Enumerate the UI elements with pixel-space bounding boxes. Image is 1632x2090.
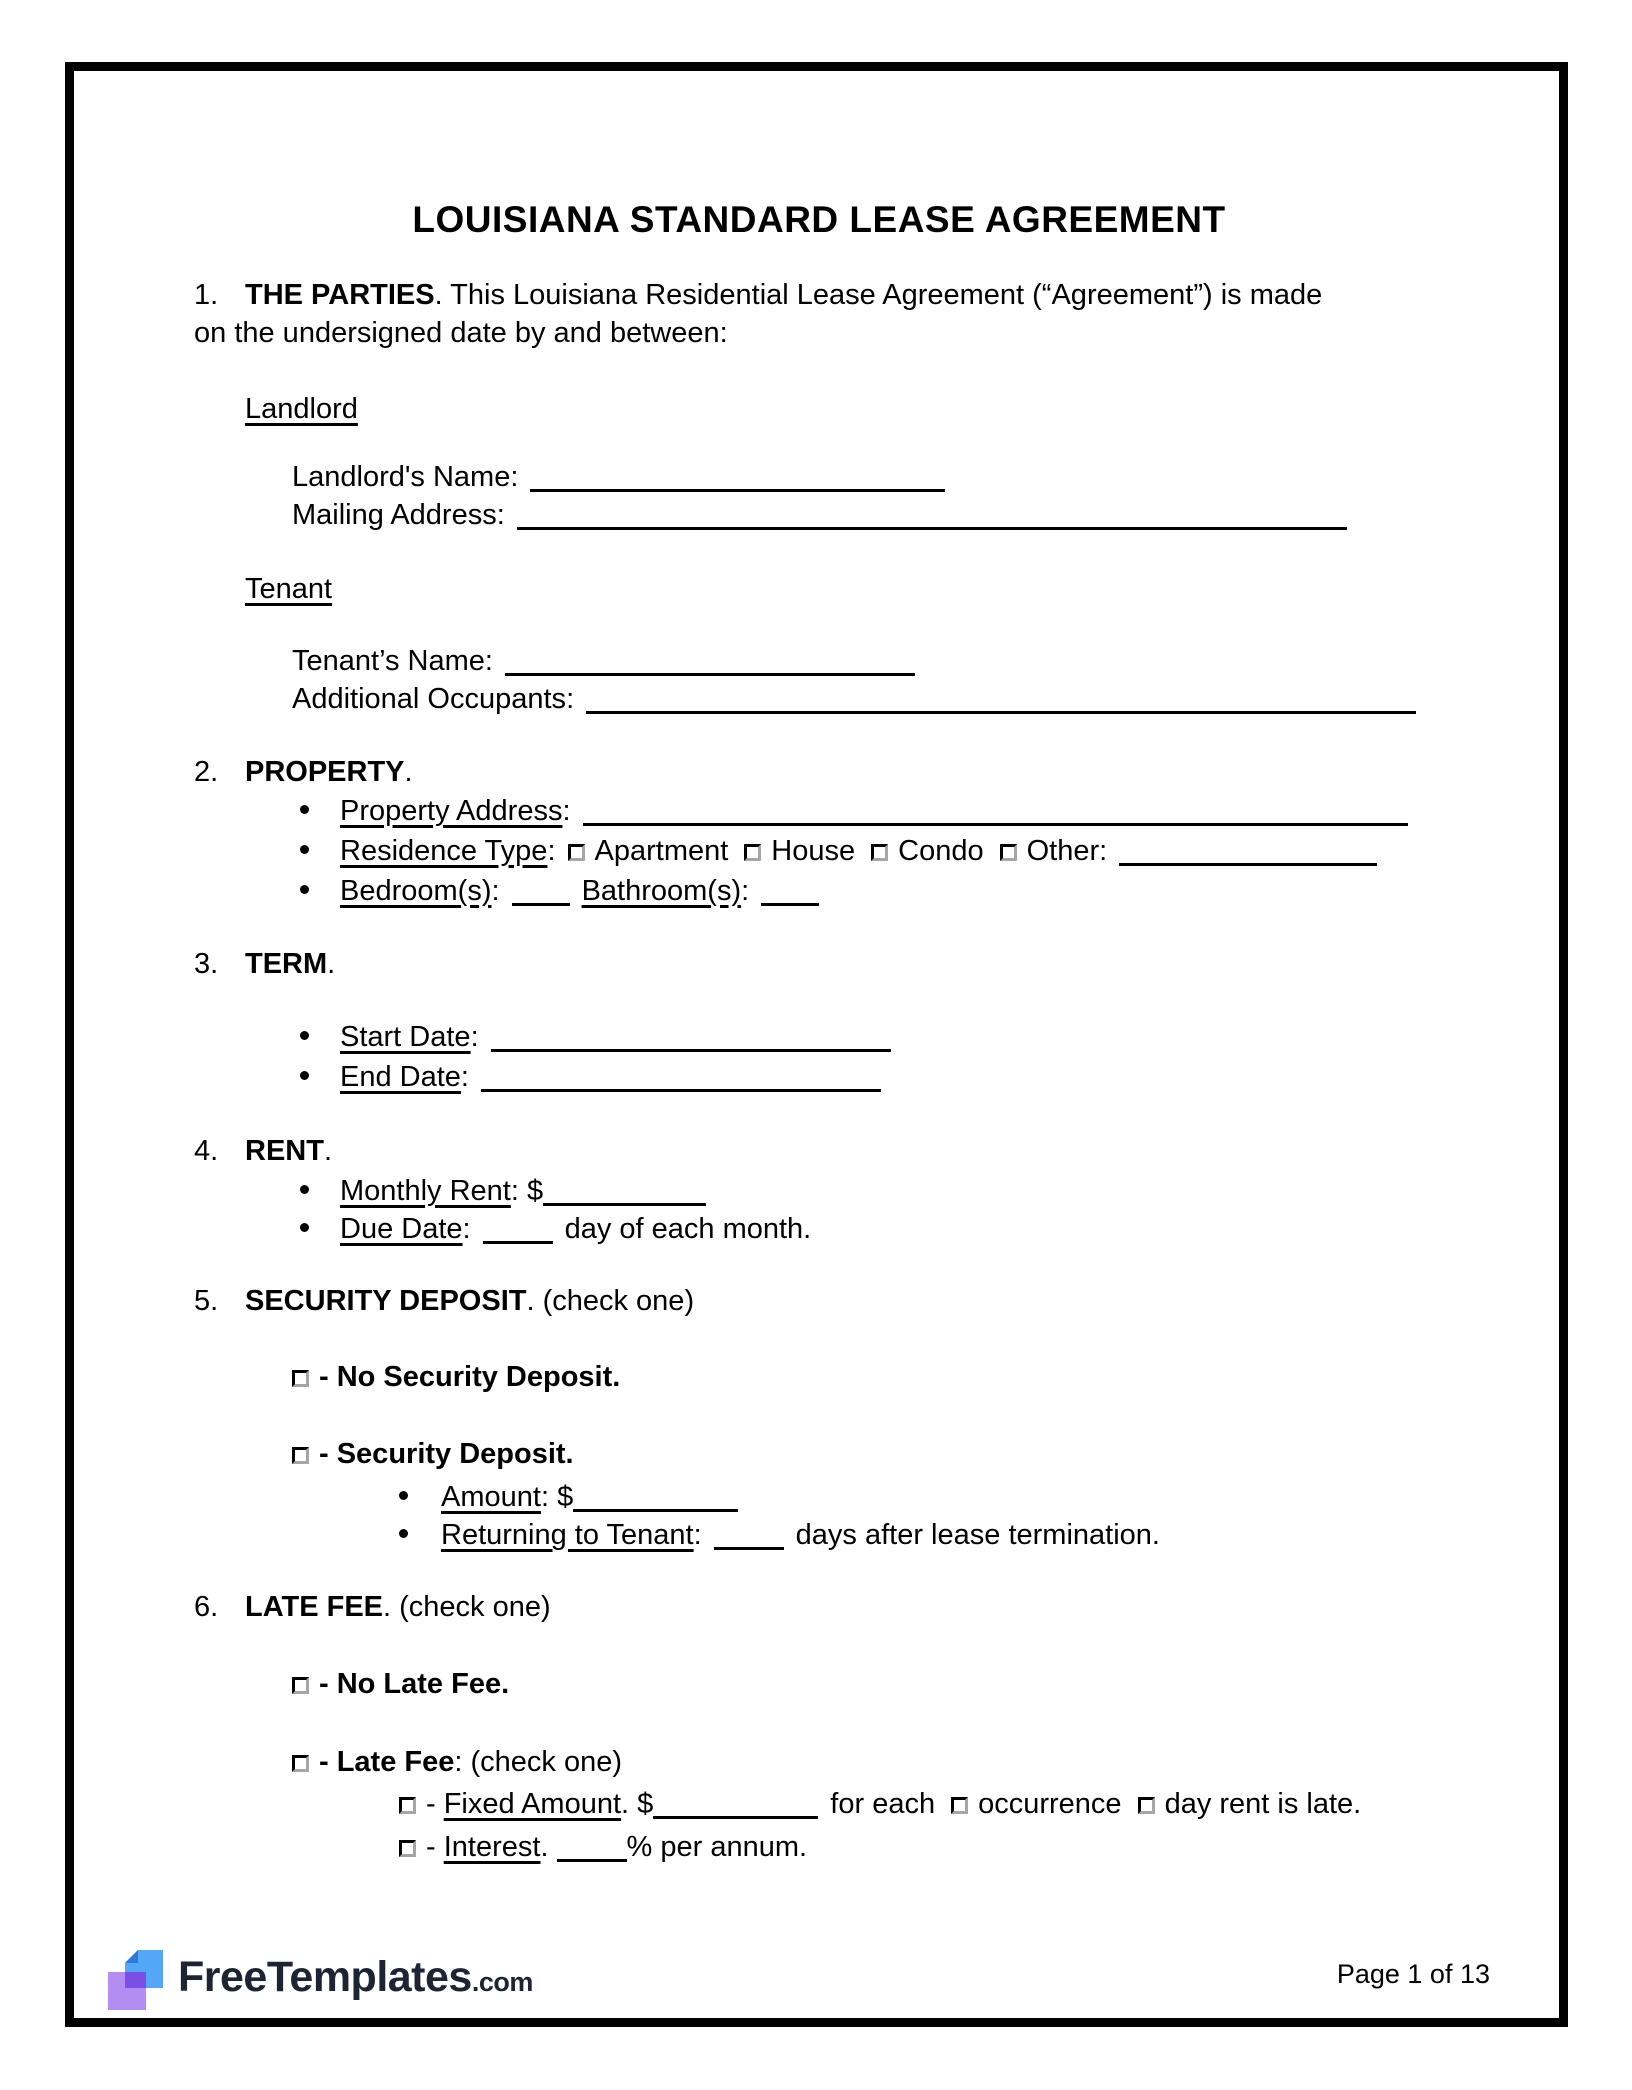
tenant-name-row: [292, 642, 1444, 680]
checkbox-icon-late-fee[interactable]: [292, 1755, 309, 1772]
checkbox-icon-interest[interactable]: [399, 1840, 416, 1857]
page-title: LOUISIANA STANDARD LEASE AGREEMENT: [412, 199, 1226, 240]
start-date-label: Start Date: [340, 1021, 471, 1053]
section-heading: PROPERTY: [245, 756, 405, 788]
residence-option-condo: Condo: [898, 835, 984, 867]
section-number: 3.: [194, 948, 219, 980]
no-security-deposit-option: [292, 1358, 1444, 1396]
section-late-fee-heading: [194, 1588, 1444, 1626]
security-deposit-label: - Security Deposit.: [319, 1438, 574, 1470]
property-address-row: [300, 792, 1444, 830]
occurrence-label: occurrence: [978, 1788, 1122, 1820]
colon: :: [470, 1021, 479, 1053]
period: .: [327, 948, 336, 980]
no-late-fee-label: - No Late Fee.: [319, 1668, 510, 1700]
bathrooms-label: Bathroom(s): [581, 875, 742, 907]
deposit-amount-blank[interactable]: [573, 1505, 738, 1512]
dash: -: [426, 1788, 444, 1820]
brand-name: [178, 1947, 533, 2012]
rooms-row: [300, 872, 1444, 910]
colon-dollar: : $: [510, 1175, 544, 1207]
returning-suffix: days after lease termination.: [795, 1519, 1160, 1551]
section-number: 4.: [194, 1135, 219, 1167]
colon: :: [496, 499, 505, 531]
checkbox-icon-condo[interactable]: [871, 844, 888, 861]
checkbox-icon-no-security-deposit[interactable]: [292, 1370, 309, 1387]
interest-blank[interactable]: [557, 1855, 627, 1862]
bedrooms-label: Bedroom(s): [340, 875, 492, 907]
residence-option-house: House: [771, 835, 856, 867]
end-date-blank[interactable]: [481, 1085, 881, 1092]
due-date-label: Due Date: [340, 1213, 463, 1245]
residence-other-blank[interactable]: [1119, 859, 1377, 866]
bullet-dot: [399, 1491, 408, 1500]
tenant-subheading: [245, 570, 1444, 608]
colon: :: [566, 683, 575, 715]
section-property-heading: [194, 753, 1444, 791]
checkbox-icon-security-deposit[interactable]: [292, 1447, 309, 1464]
monthly-rent-blank[interactable]: [543, 1199, 706, 1206]
brand-name-text: FreeTemplates: [178, 1953, 472, 2001]
checkbox-icon-occurrence[interactable]: [951, 1797, 968, 1814]
page-border-frame: [65, 62, 1568, 2027]
no-late-fee-option: [292, 1665, 1444, 1703]
bullet-dot: [300, 1031, 309, 1040]
additional-occupants-blank[interactable]: [586, 707, 1416, 714]
additional-occupants-row: [292, 680, 1444, 718]
bathrooms-blank[interactable]: [761, 899, 819, 906]
period-dollar: . $: [621, 1788, 654, 1820]
landlord-subheading: [245, 390, 1444, 428]
returning-to-tenant-row: [399, 1516, 1444, 1554]
deposit-amount-row: [399, 1478, 1444, 1516]
colon-dollar: : $: [540, 1481, 574, 1513]
period: .: [540, 1831, 549, 1863]
colon: :: [460, 1061, 469, 1093]
mailing-address-row: [292, 496, 1444, 534]
landlord-name-row: [292, 458, 1444, 496]
security-deposit-option: [292, 1435, 1444, 1473]
late-fee-label: - Late Fee: [319, 1746, 455, 1778]
heading-suffix: . (check one): [526, 1285, 695, 1317]
tenant-name-blank[interactable]: [505, 669, 915, 676]
property-address-label: Property Address: [340, 795, 563, 827]
colon: :: [462, 1213, 471, 1245]
end-date-label: End Date: [340, 1061, 461, 1093]
section-security-deposit-heading: [194, 1282, 1444, 1320]
section-rent-heading: [194, 1132, 1444, 1170]
section-number: 2.: [194, 756, 219, 788]
bullet-dot: [300, 845, 309, 854]
interest-label: Interest: [443, 1831, 541, 1863]
residence-type-row: [300, 832, 1444, 870]
section-heading: THE PARTIES: [245, 279, 435, 311]
checkbox-icon-house[interactable]: [744, 844, 761, 861]
residence-type-label: Residence Type: [340, 835, 548, 867]
period: .: [323, 1135, 333, 1167]
due-date-suffix: day of each month.: [564, 1213, 812, 1245]
bullet-dot: [300, 885, 309, 894]
monthly-rent-label: Monthly Rent: [340, 1175, 511, 1207]
fixed-amount-mid: for each: [830, 1788, 936, 1820]
returning-to-tenant-label: Returning to Tenant: [441, 1519, 694, 1551]
start-date-row: [300, 1018, 1444, 1056]
checkbox-icon-other[interactable]: [1000, 844, 1017, 861]
tenant-subheading-label: Tenant: [245, 573, 333, 605]
checkbox-icon-fixed-amount[interactable]: [399, 1797, 416, 1814]
bullet-dot: [300, 1071, 309, 1080]
section-heading: SECURITY DEPOSIT: [245, 1285, 527, 1317]
brand-tld: .com: [471, 1967, 533, 1997]
interest-suffix: % per annum.: [626, 1831, 808, 1863]
section-term-heading: [194, 945, 1444, 983]
residence-option-apartment: Apartment: [594, 835, 729, 867]
colon: :: [491, 875, 500, 907]
deposit-amount-label: Amount: [441, 1481, 541, 1513]
residence-option-other: Other:: [1026, 835, 1108, 867]
bullet-dot: [399, 1529, 408, 1538]
bullet-dot: [300, 805, 309, 814]
bullet-dot: [300, 1185, 309, 1194]
checkbox-icon-no-late-fee[interactable]: [292, 1677, 309, 1694]
due-date-blank[interactable]: [483, 1237, 553, 1244]
mailing-address-blank[interactable]: [517, 523, 1347, 530]
additional-occupants-label: Additional Occupants: [292, 683, 567, 715]
colon: :: [693, 1519, 702, 1551]
due-date-row: [300, 1210, 1444, 1248]
section-parties-paragraph: [194, 276, 1444, 352]
section-body-line2: on the undersigned date by and between:: [194, 317, 728, 349]
monthly-rent-row: [300, 1172, 1444, 1210]
tenant-name-label: Tenant’s Name: [292, 645, 485, 677]
property-address-blank[interactable]: [583, 819, 1408, 826]
returning-days-blank[interactable]: [714, 1543, 784, 1550]
fixed-amount-label: Fixed Amount: [443, 1788, 622, 1820]
start-date-blank[interactable]: [491, 1045, 891, 1052]
checkbox-icon-apartment[interactable]: [568, 844, 585, 861]
checkbox-icon-day-rent-late[interactable]: [1138, 1797, 1155, 1814]
document-content: [74, 71, 1559, 1866]
no-security-deposit-label: - No Security Deposit.: [319, 1361, 621, 1393]
colon: :: [741, 875, 750, 907]
section-heading: RENT: [245, 1135, 324, 1167]
end-date-row: [300, 1058, 1444, 1096]
page-number: Page 1 of 13: [1336, 1959, 1490, 1989]
section-number: 6.: [194, 1591, 219, 1623]
landlord-name-label: Landlord's Name: [292, 461, 511, 493]
interest-row: [399, 1828, 1444, 1866]
section-heading: TERM: [245, 948, 328, 980]
day-rent-late-label: day rent is late.: [1164, 1788, 1362, 1820]
brand-logo: [108, 1947, 533, 2012]
section-number: 1.: [194, 279, 219, 311]
colon: :: [562, 795, 571, 827]
colon: :: [484, 645, 493, 677]
brand-logo-icon: [108, 1950, 164, 2010]
landlord-name-blank[interactable]: [530, 485, 945, 492]
bedrooms-blank[interactable]: [512, 899, 570, 906]
colon: :: [547, 835, 556, 867]
bullet-dot: [300, 1223, 309, 1232]
period: .: [404, 756, 413, 788]
landlord-subheading-label: Landlord: [245, 393, 358, 425]
section-heading: LATE FEE: [245, 1591, 384, 1623]
fixed-amount-row: [399, 1785, 1444, 1823]
section-body-line1: . This Louisiana Residential Lease Agreement (“Agreement”) is made: [434, 279, 1323, 311]
heading-suffix: . (check one): [383, 1591, 551, 1623]
colon: :: [510, 461, 519, 493]
late-fee-option: [292, 1743, 1444, 1781]
late-fee-suffix: : (check one): [454, 1746, 623, 1778]
fixed-amount-blank[interactable]: [653, 1812, 818, 1819]
dash: -: [426, 1831, 444, 1863]
mailing-address-label: Mailing Address: [292, 499, 497, 531]
section-number: 5.: [194, 1285, 219, 1317]
